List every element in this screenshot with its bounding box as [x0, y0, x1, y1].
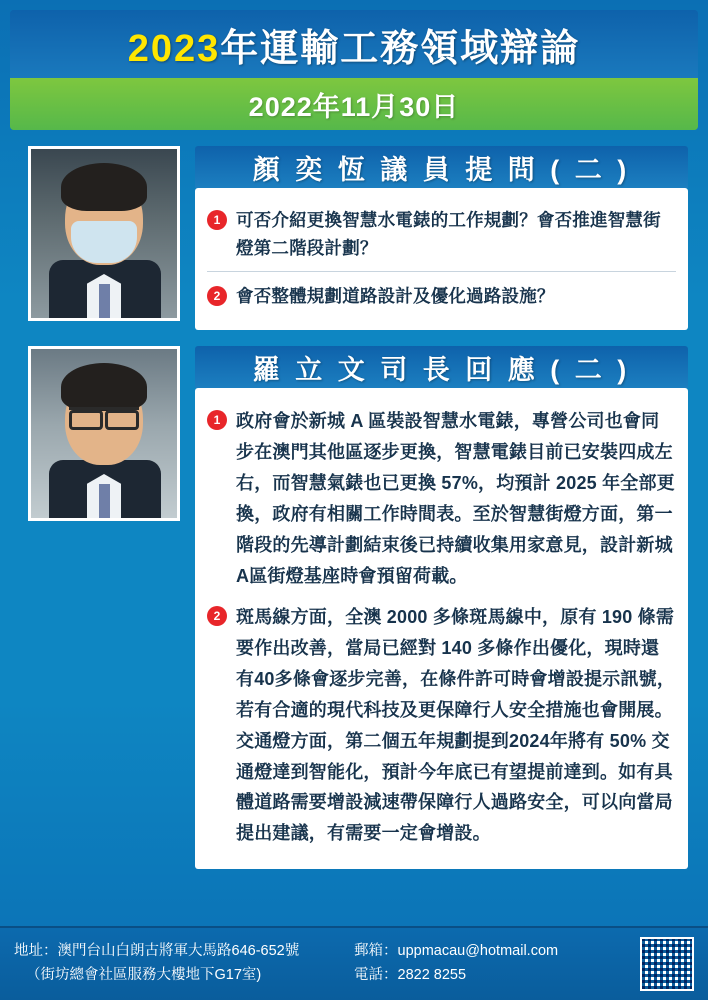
title-rest: 年運輸工務領域辯論: [220, 27, 581, 70]
section-answer: [10, 346, 698, 869]
item-text: 政府會於新城 A 區裝設智慧水電錶，專營公司也會同步在澳門其他區逐步更換，智慧電錶目前已安裝四成左右，而智慧氣錶也已更換 57%，均預計 2025 年全部更換，政府有相關工作時間表。至於智慧街燈方面，第一階段的先導計劃結束後已持續收集用家意見，設計新城A區街燈基座時會預留荷載。: [236, 411, 675, 586]
header-title-bar: [10, 10, 698, 78]
qr-code-icon[interactable]: [640, 937, 694, 991]
item-number-badge: 1: [207, 210, 227, 230]
photo-tie: [99, 484, 110, 518]
poster-footer: [0, 926, 708, 1000]
answer-body: [195, 388, 688, 869]
answer-heading: 羅 立 文 司 長 回 應 ( 二 ): [252, 354, 631, 385]
question-body: [195, 188, 688, 330]
footer-phone: 電話：2822 8255: [354, 967, 467, 983]
item-number-badge: 2: [207, 286, 227, 306]
item-text: 斑馬線方面，全澳 2000 多條斑馬線中，原有 190 條需要作出改善，當局已經對 140 多條作出優化，現時還有40多條會逐步完善，在條件許可時會增設提示訊號， 若有合適的現代科技及更保障行人安全措施也會開展。交通燈方面，第二個五年規劃提到2024年將有 50% 交通燈達到智能化，預計今年底已有望提前達到。如有具體道路需要增設減速帶保障行人過路安全，可以向當局提出建議，有需要一定會增設。: [236, 606, 676, 844]
poster-header: [10, 10, 698, 130]
footer-address: [14, 940, 344, 988]
question-heading: 顏 奕 恆 議 員 提 問 ( 二 ): [252, 154, 631, 185]
footer-address-line2: （街坊總會社區服務大樓地下G17室): [26, 967, 262, 983]
footer-email: 郵箱：uppmacau@hotmail.com: [354, 943, 559, 960]
photo-hair: [61, 363, 147, 411]
item-number-badge: 2: [207, 606, 227, 626]
secretary-photo: [28, 346, 180, 521]
list-item: [207, 406, 676, 592]
item-number-badge: 1: [207, 410, 227, 430]
photo-hair: [61, 163, 147, 211]
question-heading-bar: [195, 146, 688, 188]
footer-address-line1: 地址：澳門台山白朗古將軍大馬路646-652號: [14, 943, 300, 960]
answer-heading-bar: [195, 346, 688, 388]
glasses-icon: [69, 407, 139, 421]
page-title: [128, 17, 581, 72]
title-year: 2023: [127, 27, 221, 70]
list-item: [207, 282, 676, 310]
face-mask-icon: [71, 221, 137, 263]
divider: [207, 271, 676, 272]
legislator-photo: [28, 146, 180, 321]
section-question: [10, 146, 698, 330]
list-item: [207, 206, 676, 263]
header-date-bar: [10, 78, 698, 130]
header-date: 2022年11月30日: [248, 91, 460, 122]
item-text: 會否整體規劃道路設計及優化過路設施？: [236, 285, 555, 306]
list-item: [207, 602, 676, 850]
photo-tie: [99, 284, 110, 318]
footer-contact: [344, 940, 640, 988]
item-text: 可否介紹更換智慧水電錶的工作規劃？會否推進智慧街燈第二階段計劃？: [236, 210, 661, 259]
